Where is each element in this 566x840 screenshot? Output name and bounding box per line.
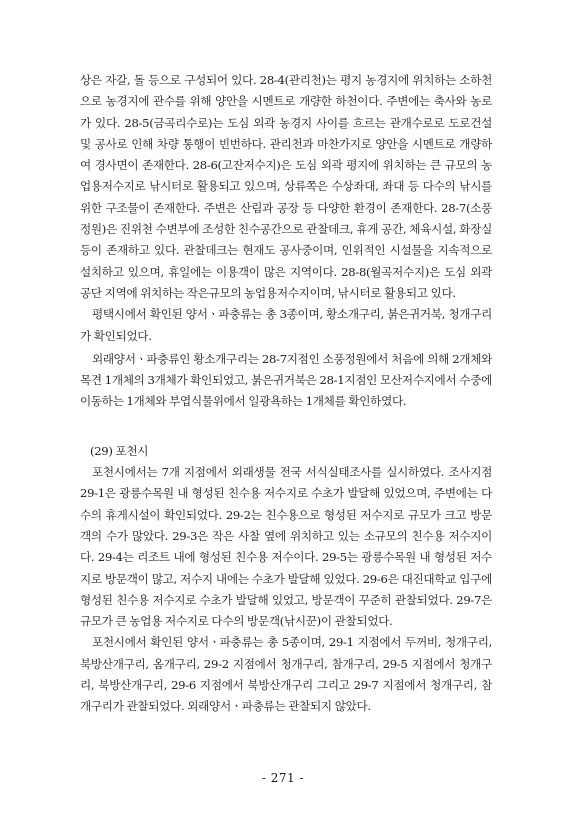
section-heading-pocheon: (29) 포천시: [90, 443, 149, 458]
paragraph-pyeongtaek-sites: 상은 자갈, 돌 등으로 구성되어 있다. 28-4(관리천)는 평지 농경지에 위치하는 소하천으로 농경지에 관수를 위해 양안을 시멘트로 개량한 하천이다. 주변에는 축사와 농로가 있다. 28-5(금곡리수로)는 도심 외곽 농경지 사이를 흐르는 관개수로로 도로건설 및 공사로 인해 차량 통행이 빈번하다. 관리천과 마찬가지로 양안을 시멘트로 개량하여 경사면이 존재한다. 28-6(고잔저수지)은 도심 외곽 평지에 위치하는 큰 규모의 농업용저수지로 낚시터로 활용되고 있으며, 상류쪽은 수상좌대, 좌대 등 다수의 낚시를 위한 구조물이 존재한다. 주변은 산림과 공장 등 다양한 환경이 존재한다. 28-7(소풍정원)은 진위천 수변부에 조성한 친수공간으로 관찰데크, 휴게 공간, 체육시설, 화장실 등이 존재하고 있다. 관찰데크는 현재도 공사중이며, 인위적인 시설물을 지속적으로 설치하고 있으며, 휴일에는 이용객이 많은 지역이다. 28-8(월곡저수지)은 도심 외곽 공단 지역에 위치하는 작은규모의 농업용저수지이며, 낚시터로 활용되고 있다.: [80, 73, 492, 300]
paragraph-pocheon-sites: 포천시에서는 7개 지점에서 외래생물 전국 서식실태조사를 실시하였다. 조사지점 29-1은 광릉수목원 내 형성된 친수용 저수지로 수초가 발달해 있었으며, 주변에는 다수의 휴게시설이 확인되었다. 29-2는 친수용으로 형성된 저수지로 규모가 크고 방문객의 수가 많았다. 29-3은 작은 사찰 옆에 위치하고 있는 소규모의 친수용 저수지이다. 29-4는 리조트 내에 형성된 친수용 저수이다. 29-5는 광릉수목원 내 형성된 저수지로 방문객이 많고, 저수지 내에는 수초가 발달해 있었다. 29-6은 대진대학교 입구에 형성된 친수용 저수지로 수초가 발달해 있었고, 방문객이 꾸준히 관찰되었다. 29-7은 규모가 큰 농업용 저수지로 다수의 방문객(낚시꾼)이 관찰되었다.: [80, 465, 492, 629]
paragraph-pyeongtaek-species: 평택시에서 확인된 양서ㆍ파충류는 총 3종이며, 황소개구리, 붉은귀거북, 청개구리가 확인되었다.: [80, 307, 492, 343]
paragraph-pyeongtaek-invasive: 외래양서ㆍ파충류인 황소개구리는 28-7지점인 소풍정원에서 처음에 의해 2개체와 목견 1개체의 3개체가 확인되었고, 붉은귀거북은 28-1지점인 모산저수지에서 수중에 이동하는 1개체와 부엽식물위에서 일광욕하는 1개체를 확인하였다.: [80, 351, 492, 409]
page-number: - 271 -: [261, 771, 305, 785]
paragraph-pocheon-species: 포천시에서 확인된 양서ㆍ파충류는 총 5종이며, 29-1 지점에서 두꺼비, 청개구리, 북방산개구리, 옴개구리, 29-2 지점에서 청개구리, 참개구리, 29-5 지점에서 청개구리, 북방산개구리, 29-6 지점에서 북방산개구리 그리고 29-7 지점에서 청개구리, 참개구리가 관찰되었다. 외래양서ㆍ파충류는 관찰되지 않았다.: [80, 635, 492, 714]
body-text: [80, 70, 492, 718]
